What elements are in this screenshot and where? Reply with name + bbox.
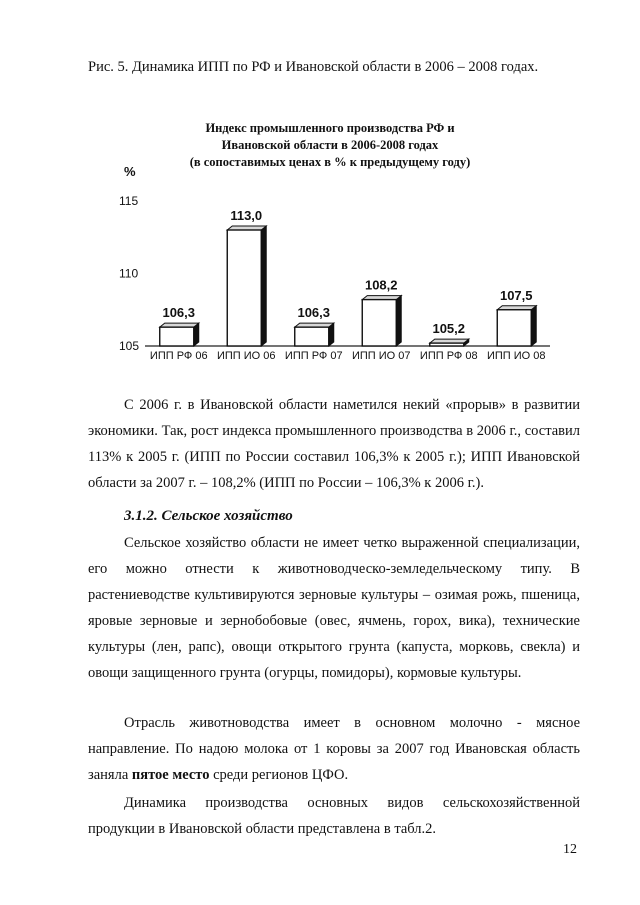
y-axis-unit: % (124, 164, 136, 179)
x-tick-label: ИПП ИО 06 (216, 350, 276, 362)
section-heading: 3.1.2. Сельское хозяйство (124, 508, 293, 524)
bar (295, 327, 329, 346)
livestock-rank: пятое место (131, 767, 210, 783)
bar (497, 310, 531, 346)
bar-data-label: 113,0 (230, 208, 263, 223)
paragraph-livestock (88, 710, 580, 788)
x-tick-label: ИПП ИО 07 (351, 350, 411, 362)
bar-data-label: 106,3 (162, 305, 196, 321)
bar (362, 300, 396, 346)
x-tick-label: ИПП РФ 06 (149, 350, 208, 362)
x-tick-label: ИПП ИО 08 (486, 350, 546, 362)
bar (227, 230, 261, 346)
chart-plot (80, 112, 580, 372)
paragraph-table-ref (88, 790, 580, 842)
livestock-text-end: среди регионов ЦФО. (209, 767, 349, 783)
bar-side (396, 296, 401, 346)
chart-title-line: Ивановской области в 2006-2008 годах (221, 138, 439, 152)
x-tick-label: ИПП РФ 07 (284, 350, 343, 362)
figure-caption-text: Рис. 5. Динамика ИПП по РФ и Ивановской области в 2006 – 2008 годах. (88, 59, 539, 75)
paragraph-table-ref-text: Динамика производства основных видов сельскохозяйственной продукции в Ивановской области представлена в табл.2. (88, 795, 580, 837)
bar-side (261, 226, 266, 346)
livestock-text-start: Отрасль животноводства имеет в основном молочно - мясное направление. По надою молока от 1 коровы за 2007 год Ивановская область заняла (88, 715, 580, 783)
bar-data-label: 108,2 (364, 277, 398, 293)
page-number: 12 (563, 842, 577, 857)
paragraph-agriculture-text: Сельское хозяйство области не имеет четко выраженной специализации, его можно отнести к животноводческо-земледельческому типу. В растениеводстве культивируются зерновые культуры – озимая рожь, пшеница, яровые зерновые и зернобобовые (овес, ячмень, горох, вика), технические культуры (лен, рапс), овощи открытого грунта (капуста, морковь, свекла) и овощи защищенного грунта (огурцы, помидоры), кормовые культуры. (88, 535, 580, 681)
paragraph-agriculture (88, 530, 580, 686)
y-tick-label: 110 (119, 266, 139, 281)
x-tick-label: ИПП РФ 08 (419, 350, 478, 362)
bar-data-label: 106,3 (297, 305, 331, 321)
paragraph-livestock-text (88, 710, 580, 788)
paragraph-ipp (88, 392, 580, 496)
paragraph-ipp-text: С 2006 г. в Ивановской области наметился некий «прорыв» в развитии экономики. Так, рост индекса промышленного производства в 2006 г., составил 113% к 2005 г. (ИПП по России составил 106,3% к 2005 г.); ИПП Ивановской области за 2007 г. – 108,2% (ИПП по России – 106,3% к 2006 г.). (88, 397, 580, 491)
bar-side (531, 306, 536, 346)
bar (430, 343, 464, 346)
bar (160, 327, 194, 346)
chart-subtitle: (в сопоставимых ценах в % к предыдущему году) (189, 155, 471, 169)
figure-caption (88, 55, 588, 80)
bar-data-label: 105,2 (432, 321, 466, 337)
chart-title-line: Индекс промышленного производства РФ и (205, 121, 455, 135)
chart (80, 112, 580, 372)
y-tick-label: 105 (119, 339, 140, 353)
bar-data-label: 107,5 (499, 287, 533, 303)
y-tick-label: 115 (119, 194, 139, 208)
